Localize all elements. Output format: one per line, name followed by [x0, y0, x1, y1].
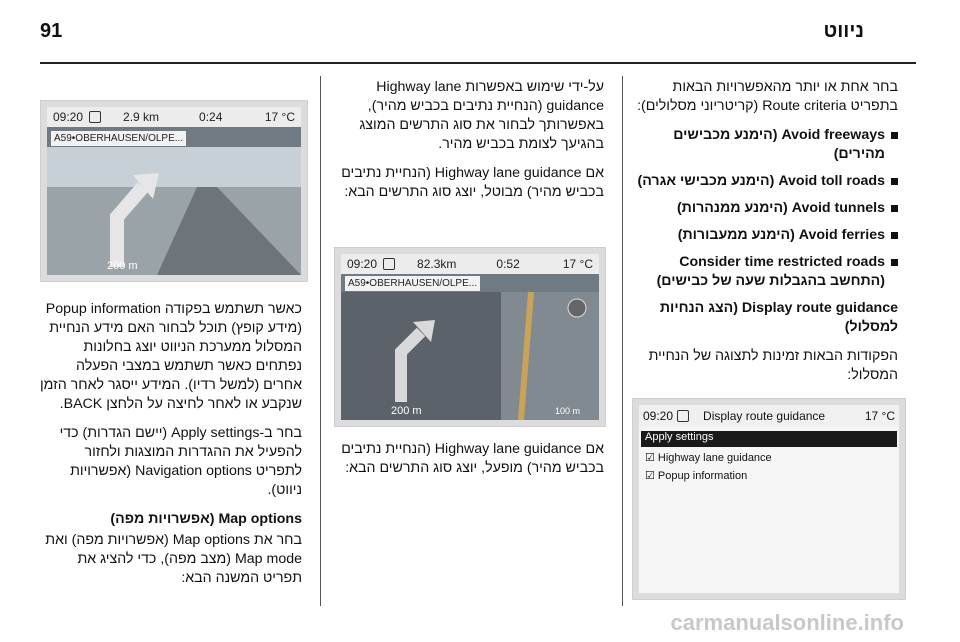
exit-sign: A59•OBERHAUSEN/OLPE... [51, 131, 186, 146]
popup-information-desc: כאשר תשתמש בפקודה Popup information (מידע קופץ) תוכל לבחור האם מידע הנחיית המסלול ממערכת הניווט יוצג בחלונות נפתחים כאשר תשתמש במצבי הפעלה אחרים (למשל רדיו). המידע ייסגר לאחר הזמן שנקבע או לאחר לחיצה על הלחצן BACK. [40, 301, 302, 412]
map-options-desc: בחר את Map options (אפשרויות מפה) ואת Map mode (מצב מפה), כדי להציג את תפריט המשנה הבא: [45, 532, 302, 586]
eta: 0:52 [496, 257, 520, 271]
nav-icon [89, 111, 101, 123]
display-route-guidance-title: Display route guidance (הצג הנחיות למסלול) [659, 300, 898, 335]
lane-guidance-view [47, 147, 301, 275]
menu-item-apply-settings[interactable]: Apply settings [641, 431, 897, 447]
compass-icon [568, 299, 586, 317]
bullet-item: Avoid ferries (הימנע ממעבורות) [636, 226, 898, 245]
display-route-guidance-desc: הפקודות הבאות זמינות לתצוגה של הנחיית המסלול: [648, 348, 898, 383]
distance-remaining: 2.9 km [123, 110, 160, 124]
route-criteria-intro: בחר אחת או יותר מהאפשרויות הבאות בתפריט Route criteria (קריטריוני מסלולים): [637, 79, 898, 114]
clock: 09:20 [347, 257, 378, 271]
map-options-title: Map options (אפשרויות מפה) [110, 511, 302, 527]
menu-item-popup-information[interactable]: ☑ Popup information [645, 470, 748, 482]
highway-lane-off-screenshot [334, 247, 606, 427]
temperature: 17 °C [264, 110, 295, 124]
watermark: carmanualsonline.info [670, 610, 904, 635]
turn-distance: 200 m [107, 260, 138, 272]
highway-lane-enabled-desc: אם Highway lane guidance (הנחיית נתיבים בכביש מהיר) מופעל, יוצג סוג התרשים הבא: [341, 441, 604, 476]
right-column [636, 78, 898, 395]
bullet-item: Avoid toll roads (הימנע מכבישי אגרה) [636, 172, 898, 191]
highway-lane-on-screenshot [40, 100, 308, 282]
bullet-item: Avoid tunnels (הימנע ממנהרות) [636, 199, 898, 218]
apply-settings-desc: בחר ב-Apply settings (יישם הגדרות) כדי להפעיל את ההגדרות המוצגות ולחזור לתפריט Navigation options (אפשרויות ניווט). [59, 425, 302, 498]
checkbox-icon: ☑ [645, 452, 658, 464]
map-scale: 100 m [555, 406, 581, 416]
column-divider [622, 76, 623, 606]
bullet-item: Avoid freeways (הימנע מכבישים מהירים) [636, 126, 898, 164]
header-rule [40, 62, 916, 64]
highway-lane-disabled-desc: אם Highway lane guidance (הנחיית נתיבים בכביש מהיר) מבוטל, יוצג סוג התרשים הבא: [341, 165, 604, 200]
menu-item-highway-lane-guidance[interactable]: ☑ Highway lane guidance [645, 452, 772, 464]
middle-column [332, 78, 604, 212]
checkbox-icon: ☑ [645, 470, 658, 482]
menu-title: Display route guidance [703, 409, 826, 423]
exit-sign: A59•OBERHAUSEN/OLPE... [345, 276, 480, 291]
distance-remaining: 82.3km [417, 257, 457, 271]
eta: 0:24 [199, 110, 223, 124]
temperature: 17 °C [864, 409, 895, 423]
bullet-item: Consider time restricted roads (התחשב בהגבלות שעה של כבישים) [636, 253, 898, 291]
clock: 09:20 [53, 110, 84, 124]
page-title: ניווט [823, 20, 864, 42]
display-route-guidance-screenshot [632, 398, 906, 600]
temperature: 17 °C [562, 257, 593, 271]
column-divider [320, 76, 321, 606]
clock: 09:20 [643, 409, 674, 423]
highway-lane-intro: על-ידי שימוש באפשרות Highway lane guidance (הנחיית נתיבים בכביש מהיר), באפשרותך לבחור את סוג התרשים המוצג בהגיעך לצומת בכביש מהיר. [359, 79, 604, 152]
map-view [341, 292, 599, 420]
nav-icon [383, 258, 395, 270]
left-column [40, 300, 302, 598]
page-number: 91 [40, 20, 63, 42]
turn-distance: 200 m [391, 405, 422, 417]
nav-icon [677, 410, 689, 422]
